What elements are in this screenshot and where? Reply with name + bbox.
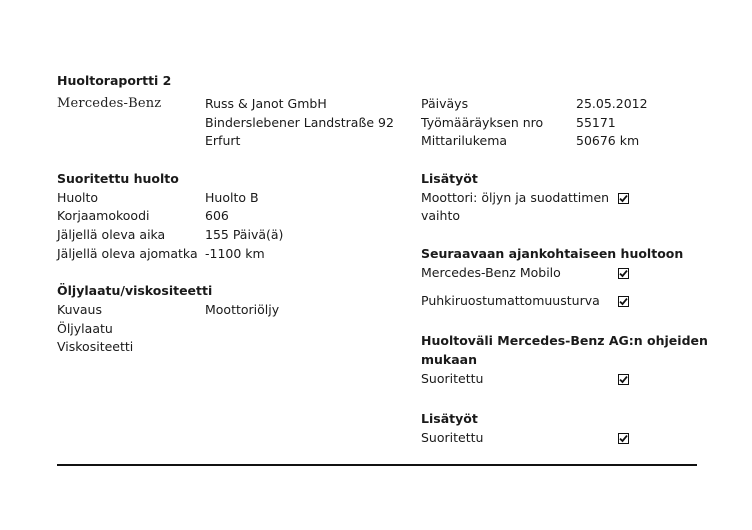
remaining-distance-label: Jäljellä oleva ajomatka xyxy=(57,246,198,261)
checkmark-icon xyxy=(619,375,628,384)
service-type-value: Huolto B xyxy=(205,190,259,205)
checkmark-icon xyxy=(619,434,628,443)
interval-heading-line2: mukaan xyxy=(421,352,478,367)
meta-odometer-label: Mittarilukema xyxy=(421,133,508,148)
dealer-name: Russ & Janot GmbH xyxy=(205,96,327,111)
meta-order-value: 55171 xyxy=(576,115,616,130)
remaining-time-label: Jäljellä oleva aika xyxy=(57,227,166,242)
extras2-item-label: Suoritettu xyxy=(421,430,484,445)
meta-date-label: Päiväys xyxy=(421,96,469,111)
oil-viscosity-label: Viskositeetti xyxy=(57,339,134,354)
meta-odometer-value: 50676 km xyxy=(576,133,640,148)
workshop-code-value: 606 xyxy=(205,208,229,223)
mobilo-checkbox[interactable] xyxy=(618,268,629,279)
interval-checkbox[interactable] xyxy=(618,374,629,385)
oil-description-label: Kuvaus xyxy=(57,302,102,317)
extras-heading: Lisätyöt xyxy=(421,171,478,186)
checkmark-icon xyxy=(619,297,628,306)
extras-item-line2: vaihto xyxy=(421,208,461,223)
oil-heading: Öljylaatu/viskositeetti xyxy=(57,283,213,298)
extras2-checkbox[interactable] xyxy=(618,433,629,444)
interval-heading-line1: Huoltoväli Mercedes-Benz AG:n ohjeiden xyxy=(421,333,708,348)
checkmark-icon xyxy=(619,269,628,278)
oil-description-value: Moottoriöljy xyxy=(205,302,280,317)
dealer-street: Binderslebener Landstraße 92 xyxy=(205,115,394,130)
meta-order-label: Työmääräyksen nro xyxy=(421,115,544,130)
remaining-time-value: 155 Päivä(ä) xyxy=(205,227,284,242)
extras-item-line1: Moottori: öljyn ja suodattimen xyxy=(421,190,610,205)
rust-warranty-checkbox[interactable] xyxy=(618,296,629,307)
service-type-label: Huolto xyxy=(57,190,98,205)
meta-date-value: 25.05.2012 xyxy=(576,96,648,111)
mobilo-label: Mercedes-Benz Mobilo xyxy=(421,265,561,280)
workshop-code-label: Korjaamokoodi xyxy=(57,208,150,223)
extras-checkbox[interactable] xyxy=(618,193,629,204)
dealer-city: Erfurt xyxy=(205,133,241,148)
remaining-distance-value: -1100 km xyxy=(205,246,265,261)
oil-quality-label: Öljylaatu xyxy=(57,321,113,336)
extras2-heading: Lisätyöt xyxy=(421,411,478,426)
next-service-heading: Seuraavaan ajankohtaiseen huoltoon xyxy=(421,246,684,261)
bottom-divider xyxy=(57,464,697,466)
interval-item-label: Suoritettu xyxy=(421,371,484,386)
rust-warranty-label: Puhkiruostumattomuusturva xyxy=(421,293,600,308)
service-heading: Suoritettu huolto xyxy=(57,171,179,186)
report-title: Huoltoraportti 2 xyxy=(57,73,172,88)
checkmark-icon xyxy=(619,194,628,203)
mercedes-benz-logo: Mercedes-Benz xyxy=(57,96,162,111)
